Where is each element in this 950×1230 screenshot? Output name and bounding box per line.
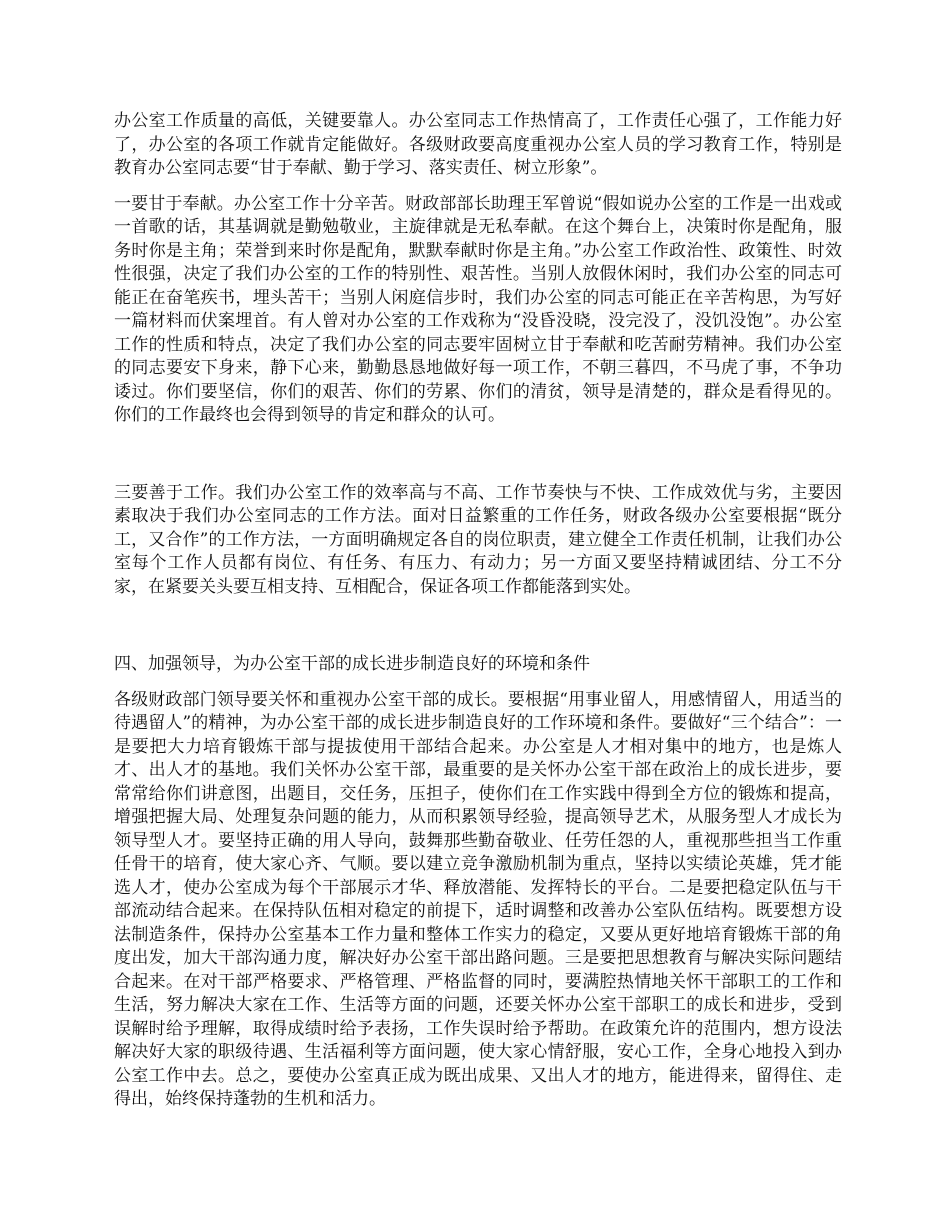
paragraph-dedication: 一要甘于奉献。办公室工作十分辛苦。财政部部长助理王军曾说“假如说办公室的工作是一出戏或一首歌的话，其基调就是勤勉敬业，主旋律就是无私奉献。在这个舞台上，决策时你是配角，服务时你是主角；荣誉到来时你是配角，默默奉献时你是主角。”办公室工作政治性、政策性、时效性很强，决定了我们办公室的工作的特别性、艰苦性。当别人放假休闲时，我们办公室的同志可能正在奋笔疾书，埋头苦干；当别人闲庭信步时，我们办公室的同志可能正在辛苦构思，为写好一篇材料而伏案埋首。有人曾对办公室的工作戏称为“没昏没晓，没完没了，没饥没饱”。办公室工作的性质和特点，决定了我们办公室的同志要牢固树立甘于奉献和吃苦耐劳精神。我们办公室的同志要安下身来，静下心来，勤勤恳恳地做好每一项工作，不朝三暮四，不马虎了事，不争功诿过。你们要坚信，你们的艰苦、你们的劳累、你们的清贫，领导是清楚的，群众是看得见的。你们的工作最终也会得到领导的肯定和群众的认可。	[114, 193, 842, 425]
paragraph-intro: 办公室工作质量的高低，关键要靠人。办公室同志工作热情高了，工作责任心强了，工作能力好了，办公室的各项工作就肯定能做好。各级财政要高度重视办公室人员的学习教育工作，特别是教育办公室同志要“甘于奉献、勤于学习、落实责任、树立形象”。	[114, 111, 842, 178]
paragraph-spacer	[114, 677, 842, 689]
section-spacer	[114, 599, 842, 653]
section-spacer	[114, 428, 842, 482]
paragraph-work-methods: 三要善于工作。我们办公室工作的效率高与不高、工作节奏快与不快、工作成效优与劣，主要因素取决于我们办公室同志的工作方法。面对日益繁重的工作任务，财政各级办公室要根据“既分工，又合作”的工作方法，一方面明确规定各自的岗位职责，建立健全工作责任机制，让我们办公室每个工作人员都有岗位、有任务、有压力、有动力；另一方面又要坚持精诚团结、分工不分家，在紧要关头要互相支持、互相配合，保证各项工作都能落到实处。	[114, 482, 842, 597]
section-heading: 四、加强领导，为办公室干部的成长进步制造良好的环境和条件	[114, 654, 590, 674]
paragraph-spacer	[114, 181, 842, 193]
paragraph-leadership: 各级财政部门领导要关怀和重视办公室干部的成长。要根据“用事业留人，用感情留人，用适当的待遇留人”的精神，为办公室干部的成长进步制造良好的工作环境和条件。要做好“三个结合”：一是要把大力培育锻炼干部与提拔使用干部结合起来。办公室是人才相对集中的地方，也是炼人才、出人才的基地。我们关怀办公室干部，最重要的是关怀办公室干部在政治上的成长进步，要常常给你们讲意图，出题目，交任务，压担子，使你们在工作实践中得到全方位的锻炼和提高，增强把握大局、处理复杂问题的能力，从而积累领导经验，提高领导艺术，从服务型人才成长为领导型人才。要坚持正确的用人导向，鼓舞那些勤奋敬业、任劳任怨的人，重视那些担当工作重任骨干的培育，使大家心齐、气顺。要以建立竞争激励机制为重点，坚持以实绩论英雄，凭才能选人才，使办公室成为每个干部展示才华、释放潜能、发挥特长的平台。二是要把稳定队伍与干部流动结合起来。在保持队伍相对稳定的前提下，适时调整和改善办公室队伍结构。既要想方设法制造条件，保持办公室基本工作力量和整体工作实力的稳定，又要从更好地培育锻炼干部的角度出发，加大干部沟通力度，解决好办公室干部出路问题。三是要把思想教育与解决实际问题结合起来。在对干部严格要求、严格管理、严格监督的同时，要满腔热情地关怀干部职工的工作和生活，努力解决大家在工作、生活等方面的问题，还要关怀办公室干部职工的成长和进步，受到误解时给予理解，取得成绩时给予表扬，工作失误时给予帮助。在政策允许的范围内，想方设法解决好大家的职级待遇、生活福利等方面问题，使大家心情舒服，安心工作，全身心地投入到办公室工作中去。总之，要使办公室真正成为既出成果、又出人才的地方，能进得来，留得住、走得出，始终保持蓬勃的生机和活力。	[114, 689, 842, 1109]
